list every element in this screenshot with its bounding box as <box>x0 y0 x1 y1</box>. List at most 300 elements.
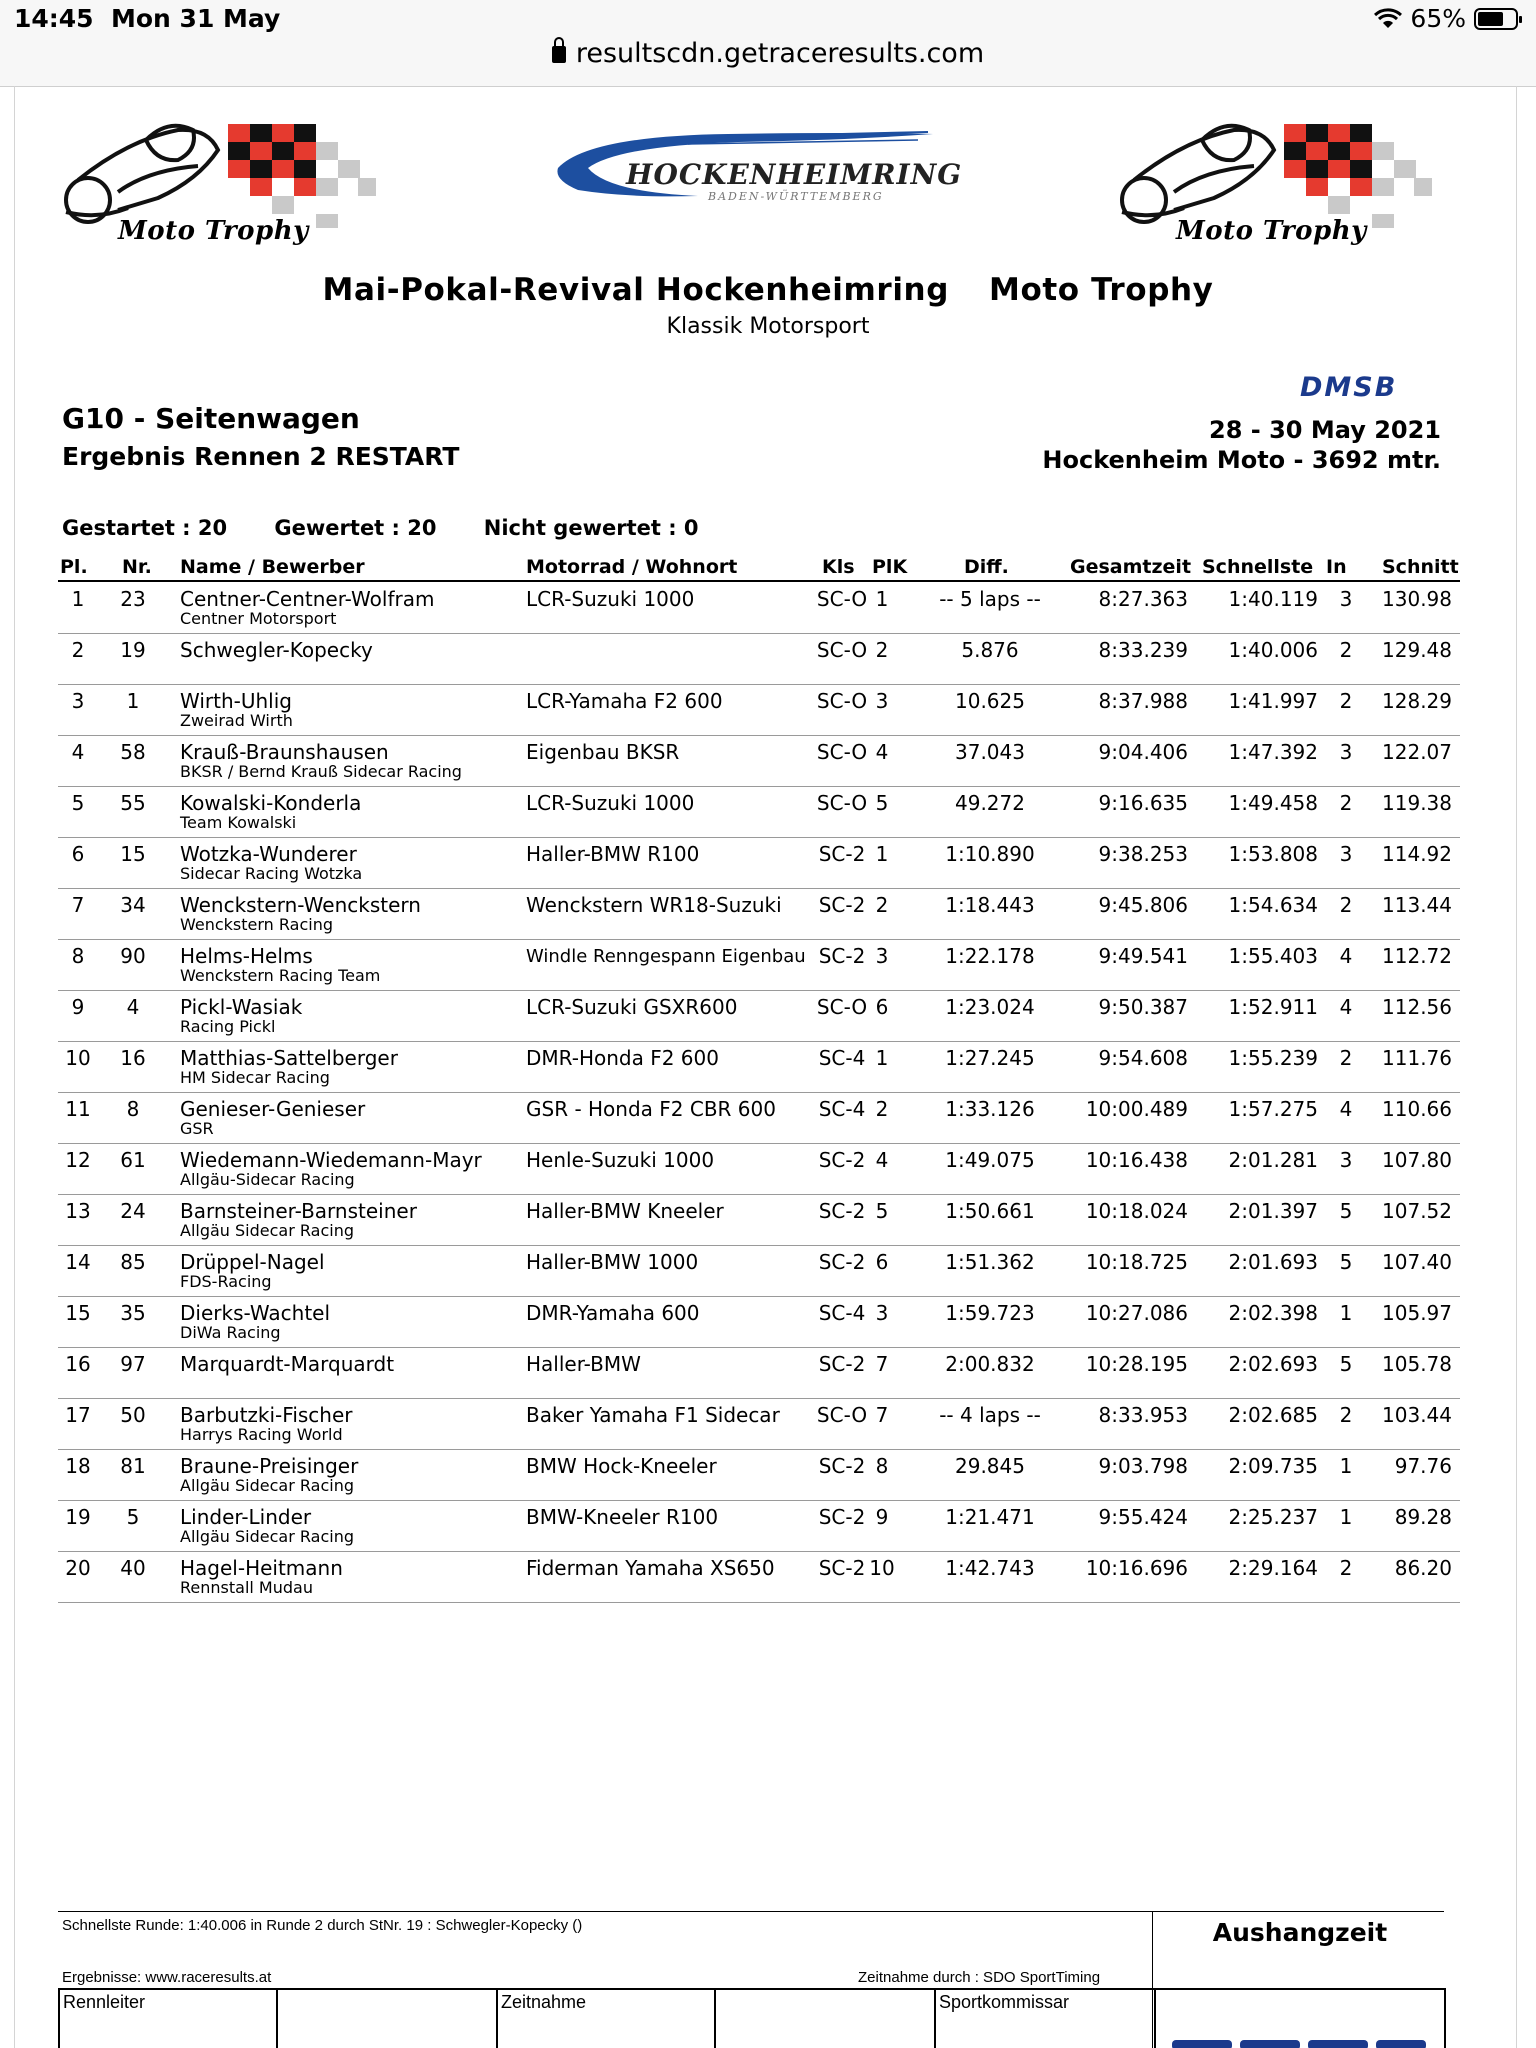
cell-pik: 6 <box>875 995 889 1019</box>
cell-name: Marquardt-Marquardt <box>180 1352 395 1376</box>
cell-total: 9:49.541 <box>1098 944 1188 968</box>
cell-name: Matthias-Sattelberger <box>180 1046 398 1070</box>
results-website: Ergebnisse: www.raceresults.at <box>62 1969 272 1986</box>
cell-name: Wotzka-Wunderer <box>180 842 357 866</box>
cell-total: 9:45.806 <box>1098 893 1188 917</box>
cell-bike: LCR-Suzuki 1000 <box>526 791 695 815</box>
cell-nr: 35 <box>120 1301 146 1325</box>
cell-nr: 5 <box>126 1505 140 1529</box>
table-row <box>58 1500 1460 1552</box>
dmsb-logo-bottom <box>1172 2036 1432 2048</box>
cell-in: 4 <box>1339 1097 1353 1121</box>
cell-pik: 9 <box>875 1505 889 1529</box>
moto-trophy-text-left: Moto Trophy <box>118 216 309 246</box>
footer-divider <box>58 1911 1444 1912</box>
cell-diff: 1:33.126 <box>945 1097 1035 1121</box>
cell-team: HM Sidecar Racing <box>180 1068 330 1087</box>
cell-pik: 6 <box>875 1250 889 1274</box>
header-in: In <box>1326 556 1347 578</box>
cell-pl: 18 <box>65 1454 91 1478</box>
cell-pik: 4 <box>875 740 889 764</box>
stat-classified: Gewertet : 20 <box>274 516 437 540</box>
race-class: G10 - Seitenwagen <box>62 402 360 435</box>
table-row <box>58 1092 1460 1144</box>
cell-in: 5 <box>1339 1352 1353 1376</box>
moto-trophy-logo-right <box>1114 120 1444 260</box>
table-row <box>58 735 1460 787</box>
table-row <box>58 1347 1460 1399</box>
table-row <box>58 1296 1460 1348</box>
header-avg: Schnitt <box>1382 556 1459 578</box>
event-title: Mai-Pokal-Revival Hockenheimring Moto Trophy <box>322 272 1214 308</box>
cell-team: DiWa Racing <box>180 1323 281 1342</box>
cell-pik: 5 <box>875 1199 889 1223</box>
cell-kls: SC-O <box>816 587 868 611</box>
event-subtitle: Klassik Motorsport <box>666 314 870 339</box>
table-row <box>58 939 1460 991</box>
battery-percent: 65% <box>1410 4 1466 33</box>
status-bar <box>0 0 1536 87</box>
cell-fastest: 1:57.275 <box>1228 1097 1318 1121</box>
cell-fastest: 1:55.239 <box>1228 1046 1318 1070</box>
header-bike: Motorrad / Wohnort <box>526 556 738 578</box>
cell-team: Allgäu Sidecar Racing <box>180 1527 354 1546</box>
cell-fastest: 1:53.808 <box>1228 842 1318 866</box>
cell-pl: 15 <box>65 1301 91 1325</box>
cell-in: 1 <box>1339 1301 1353 1325</box>
cell-avg: 105.78 <box>1382 1352 1452 1376</box>
cell-total: 9:04.406 <box>1098 740 1188 764</box>
header-fastest: Schnellste <box>1202 556 1314 578</box>
cell-total: 10:00.489 <box>1085 1097 1188 1121</box>
cell-avg: 112.56 <box>1382 995 1452 1019</box>
page-edge-left <box>14 86 15 2048</box>
cell-name: Schwegler-Kopecky <box>180 638 373 662</box>
cell-name: Pickl-Wasiak <box>180 995 303 1019</box>
event-dates: 28 - 30 May 2021 <box>1209 416 1441 444</box>
cell-kls: SC-O <box>816 791 868 815</box>
cell-pl: 6 <box>71 842 85 866</box>
cell-bike: BMW-Kneeler R100 <box>526 1505 719 1529</box>
table-row <box>58 1041 1460 1093</box>
cell-team: Allgäu-Sidecar Racing <box>180 1170 355 1189</box>
cell-team: Allgäu Sidecar Racing <box>180 1476 354 1495</box>
cell-team: Team Kowalski <box>180 813 297 832</box>
cell-total: 10:18.024 <box>1085 1199 1188 1223</box>
cell-kls: SC-O <box>816 995 868 1019</box>
cell-avg: 128.29 <box>1382 689 1452 713</box>
cell-total: 8:37.988 <box>1098 689 1188 713</box>
lock-icon <box>552 46 566 63</box>
cell-kls: SC-2 <box>818 842 866 866</box>
cell-name: Hagel-Heitmann <box>180 1556 343 1580</box>
cell-diff: 5.876 <box>961 638 1019 662</box>
cell-nr: 50 <box>120 1403 146 1427</box>
cell-nr: 55 <box>120 791 146 815</box>
cell-name: Braune-Preisinger <box>180 1454 359 1478</box>
cell-in: 2 <box>1339 791 1353 815</box>
cell-in: 2 <box>1339 689 1353 713</box>
table-row <box>58 1398 1460 1450</box>
header-kls: Kls <box>822 556 855 578</box>
cell-kls: SC-2 <box>818 1556 866 1580</box>
cell-diff: 29.845 <box>955 1454 1025 1478</box>
cell-fastest: 1:40.119 <box>1228 587 1318 611</box>
cell-diff: 10.625 <box>955 689 1025 713</box>
status-right <box>1374 4 1518 33</box>
signature-rennleiter: Rennleiter <box>58 1988 278 2048</box>
cell-pl: 12 <box>65 1148 91 1172</box>
cell-diff: 1:49.075 <box>945 1148 1035 1172</box>
cell-nr: 40 <box>120 1556 146 1580</box>
cell-total: 10:16.438 <box>1085 1148 1188 1172</box>
race-stats <box>62 516 739 540</box>
cell-pl: 17 <box>65 1403 91 1427</box>
cell-bike: LCR-Yamaha F2 600 <box>526 689 723 713</box>
cell-fastest: 2:01.397 <box>1228 1199 1318 1223</box>
cell-pik: 7 <box>875 1352 889 1376</box>
cell-pl: 3 <box>71 689 85 713</box>
address-bar[interactable] <box>0 38 1536 69</box>
cell-fastest: 1:47.392 <box>1228 740 1318 764</box>
cell-nr: 90 <box>120 944 146 968</box>
cell-team: Rennstall Mudau <box>180 1578 313 1597</box>
cell-pl: 8 <box>71 944 85 968</box>
cell-bike: Henle-Suzuki 1000 <box>526 1148 715 1172</box>
cell-total: 9:50.387 <box>1098 995 1188 1019</box>
cell-nr: 19 <box>120 638 146 662</box>
cell-avg: 107.80 <box>1382 1148 1452 1172</box>
dmsb-logo: DMSB <box>1300 372 1398 403</box>
cell-avg: 119.38 <box>1382 791 1452 815</box>
cell-diff: 2:00.832 <box>945 1352 1035 1376</box>
header-pl: Pl. <box>60 556 88 578</box>
table-row <box>58 684 1460 736</box>
cell-diff: 49.272 <box>955 791 1025 815</box>
cell-kls: SC-2 <box>818 1454 866 1478</box>
table-row <box>58 990 1460 1042</box>
cell-diff: 1:59.723 <box>945 1301 1035 1325</box>
cell-nr: 23 <box>120 587 146 611</box>
cell-kls: SC-O <box>816 740 868 764</box>
cell-avg: 122.07 <box>1382 740 1452 764</box>
cell-kls: SC-2 <box>818 1199 866 1223</box>
cell-name: Dierks-Wachtel <box>180 1301 331 1325</box>
header-nr: Nr. <box>122 556 152 578</box>
cell-kls: SC-O <box>816 638 868 662</box>
cell-name: Centner-Centner-Wolfram <box>180 587 435 611</box>
signature-sportkommissar: Sportkommissar <box>934 1988 1156 2048</box>
cell-team: Sidecar Racing Wotzka <box>180 864 363 883</box>
cell-in: 2 <box>1339 1556 1353 1580</box>
cell-in: 1 <box>1339 1454 1353 1478</box>
cell-pik: 8 <box>875 1454 889 1478</box>
cell-name: Linder-Linder <box>180 1505 312 1529</box>
cell-fastest: 2:02.685 <box>1228 1403 1318 1427</box>
cell-avg: 111.76 <box>1382 1046 1452 1070</box>
cell-nr: 97 <box>120 1352 146 1376</box>
cell-avg: 107.52 <box>1382 1199 1452 1223</box>
cell-pl: 16 <box>65 1352 91 1376</box>
cell-name: Wenckstern-Wenckstern <box>180 893 421 917</box>
cell-in: 1 <box>1339 1505 1353 1529</box>
table-row <box>58 633 1460 685</box>
cell-pl: 5 <box>71 791 85 815</box>
cell-team: Centner Motorsport <box>180 609 337 628</box>
cell-total: 10:16.696 <box>1085 1556 1188 1580</box>
cell-avg: 129.48 <box>1382 638 1452 662</box>
cell-pik: 3 <box>875 689 889 713</box>
moto-trophy-logo-left <box>58 120 388 260</box>
cell-kls: SC-2 <box>818 1148 866 1172</box>
cell-bike: Eigenbau BKSR <box>526 740 680 764</box>
cell-total: 9:54.608 <box>1098 1046 1188 1070</box>
hockenheimring-text: HOCKENHEIMRING <box>626 158 963 191</box>
cell-in: 3 <box>1339 842 1353 866</box>
cell-fastest: 2:09.735 <box>1228 1454 1318 1478</box>
signature-blank-1 <box>276 1988 498 2048</box>
cell-avg: 105.97 <box>1382 1301 1452 1325</box>
cell-team: Allgäu Sidecar Racing <box>180 1221 354 1240</box>
cell-pik: 1 <box>875 587 889 611</box>
table-row <box>58 888 1460 940</box>
cell-pl: 19 <box>65 1505 91 1529</box>
cell-total: 8:33.239 <box>1098 638 1188 662</box>
cell-in: 2 <box>1339 638 1353 662</box>
timing-provider: Zeitnahme durch : SDO SportTiming <box>858 1969 1101 1986</box>
cell-diff: 37.043 <box>955 740 1025 764</box>
cell-nr: 34 <box>120 893 146 917</box>
cell-nr: 85 <box>120 1250 146 1274</box>
cell-avg: 97.76 <box>1394 1454 1452 1478</box>
table-row <box>58 582 1460 634</box>
cell-kls: SC-O <box>816 1403 868 1427</box>
cell-nr: 1 <box>126 689 140 713</box>
signature-blank-2 <box>714 1988 936 2048</box>
cell-team: Wenckstern Racing <box>180 915 334 934</box>
wifi-icon <box>1374 8 1402 30</box>
cell-bike: Wenckstern WR18-Suzuki <box>526 893 782 917</box>
cell-name: Genieser-Genieser <box>180 1097 366 1121</box>
cell-nr: 8 <box>126 1097 140 1121</box>
cell-pik: 3 <box>875 1301 889 1325</box>
cell-fastest: 1:49.458 <box>1228 791 1318 815</box>
cell-name: Krauß-Braunshausen <box>180 740 389 764</box>
cell-in: 2 <box>1339 1046 1353 1070</box>
cell-total: 8:33.953 <box>1098 1403 1188 1427</box>
cell-total: 8:27.363 <box>1098 587 1188 611</box>
cell-pl: 13 <box>65 1199 91 1223</box>
cell-fastest: 1:52.911 <box>1228 995 1318 1019</box>
cell-diff: -- 4 laps -- <box>939 1403 1041 1427</box>
cell-team: Zweirad Wirth <box>180 711 293 730</box>
status-time: 14:45 Mon 31 May <box>14 4 281 33</box>
cell-diff: 1:18.443 <box>945 893 1035 917</box>
cell-pl: 2 <box>71 638 85 662</box>
cell-total: 9:03.798 <box>1098 1454 1188 1478</box>
cell-total: 9:55.424 <box>1098 1505 1188 1529</box>
cell-diff: 1:42.743 <box>945 1556 1035 1580</box>
cell-diff: -- 5 laps -- <box>939 587 1041 611</box>
aushang-label: Aushangzeit <box>1212 1918 1388 1947</box>
cell-fastest: 2:02.693 <box>1228 1352 1318 1376</box>
cell-kls: SC-2 <box>818 893 866 917</box>
cell-in: 4 <box>1339 944 1353 968</box>
cell-nr: 58 <box>120 740 146 764</box>
cell-total: 9:38.253 <box>1098 842 1188 866</box>
cell-avg: 113.44 <box>1382 893 1452 917</box>
cell-fastest: 2:01.693 <box>1228 1250 1318 1274</box>
stat-not-classified: Nicht gewertet : 0 <box>483 516 699 540</box>
fastest-lap-info: Schnellste Runde: 1:40.006 in Runde 2 durch StNr. 19 : Schwegler-Kopecky () <box>62 1917 583 1934</box>
table-row <box>58 1245 1460 1297</box>
cell-diff: 1:51.362 <box>945 1250 1035 1274</box>
cell-kls: SC-O <box>816 689 868 713</box>
cell-kls: SC-2 <box>818 1250 866 1274</box>
table-row <box>58 837 1460 889</box>
cell-in: 5 <box>1339 1199 1353 1223</box>
stat-started: Gestartet : 20 <box>62 516 228 540</box>
table-row <box>58 1551 1460 1603</box>
table-row <box>58 786 1460 838</box>
cell-total: 10:28.195 <box>1085 1352 1188 1376</box>
cell-total: 9:16.635 <box>1098 791 1188 815</box>
cell-pl: 10 <box>65 1046 91 1070</box>
cell-pik: 4 <box>875 1148 889 1172</box>
cell-name: Barnsteiner-Barnsteiner <box>180 1199 417 1223</box>
cell-pik: 10 <box>869 1556 895 1580</box>
cell-pik: 2 <box>875 893 889 917</box>
signature-zeitnahme: Zeitnahme <box>496 1988 716 2048</box>
cell-team: GSR <box>180 1119 214 1138</box>
cell-diff: 1:22.178 <box>945 944 1035 968</box>
header-total: Gesamtzeit <box>1070 556 1192 578</box>
battery-icon <box>1474 8 1518 30</box>
cell-in: 3 <box>1339 1148 1353 1172</box>
cell-nr: 61 <box>120 1148 146 1172</box>
cell-nr: 4 <box>126 995 140 1019</box>
page-edge-right <box>1516 86 1517 2048</box>
cell-name: Helms-Helms <box>180 944 313 968</box>
cell-fastest: 2:29.164 <box>1228 1556 1318 1580</box>
cell-diff: 1:27.245 <box>945 1046 1035 1070</box>
cell-diff: 1:50.661 <box>945 1199 1035 1223</box>
cell-bike: Baker Yamaha F1 Sidecar <box>526 1403 780 1427</box>
cell-bike: Fiderman Yamaha XS650 <box>526 1556 775 1580</box>
cell-avg: 130.98 <box>1382 587 1452 611</box>
cell-pik: 7 <box>875 1403 889 1427</box>
cell-fastest: 2:02.398 <box>1228 1301 1318 1325</box>
cell-pik: 1 <box>875 842 889 866</box>
cell-bike: LCR-Suzuki GSXR600 <box>526 995 738 1019</box>
cell-bike: Windle Renngespann Eigenbau <box>526 946 806 967</box>
cell-pl: 14 <box>65 1250 91 1274</box>
cell-in: 4 <box>1339 995 1353 1019</box>
cell-kls: SC-4 <box>818 1097 866 1121</box>
cell-diff: 1:23.024 <box>945 995 1035 1019</box>
cell-team: Harrys Racing World <box>180 1425 343 1444</box>
cell-fastest: 1:40.006 <box>1228 638 1318 662</box>
cell-nr: 24 <box>120 1199 146 1223</box>
cell-total: 10:27.086 <box>1085 1301 1188 1325</box>
cell-avg: 114.92 <box>1382 842 1452 866</box>
cell-nr: 81 <box>120 1454 146 1478</box>
cell-name: Barbutzki-Fischer <box>180 1403 353 1427</box>
cell-bike: Haller-BMW 1000 <box>526 1250 699 1274</box>
cell-pl: 4 <box>71 740 85 764</box>
cell-fastest: 1:55.403 <box>1228 944 1318 968</box>
header-diff: Diff. <box>964 556 1009 578</box>
cell-bike: Haller-BMW Kneeler <box>526 1199 724 1223</box>
cell-bike: LCR-Suzuki 1000 <box>526 587 695 611</box>
cell-pl: 9 <box>71 995 85 1019</box>
cell-bike: DMR-Honda F2 600 <box>526 1046 719 1070</box>
table-row <box>58 1449 1460 1501</box>
table-row <box>58 1194 1460 1246</box>
moto-trophy-text-right: Moto Trophy <box>1176 216 1367 246</box>
cell-kls: SC-2 <box>818 1352 866 1376</box>
cell-name: Drüppel-Nagel <box>180 1250 325 1274</box>
cell-in: 2 <box>1339 1403 1353 1427</box>
cell-diff: 1:21.471 <box>945 1505 1035 1529</box>
race-name: Ergebnis Rennen 2 RESTART <box>62 442 460 471</box>
cell-bike: BMW Hock-Kneeler <box>526 1454 717 1478</box>
cell-avg: 112.72 <box>1382 944 1452 968</box>
hockenheimring-subtext: BADEN-WÜRTTEMBERG <box>708 190 884 203</box>
event-venue: Hockenheim Moto - 3692 mtr. <box>1042 446 1441 474</box>
cell-fastest: 2:25.237 <box>1228 1505 1318 1529</box>
cell-in: 5 <box>1339 1250 1353 1274</box>
cell-in: 2 <box>1339 893 1353 917</box>
cell-pik: 3 <box>875 944 889 968</box>
cell-nr: 15 <box>120 842 146 866</box>
header-name: Name / Bewerber <box>180 556 365 578</box>
cell-team: Racing Pickl <box>180 1017 276 1036</box>
cell-team: Wenckstern Racing Team <box>180 966 381 985</box>
cell-nr: 16 <box>120 1046 146 1070</box>
cell-bike: Haller-BMW R100 <box>526 842 700 866</box>
cell-pl: 11 <box>65 1097 91 1121</box>
cell-pik: 5 <box>875 791 889 815</box>
cell-fastest: 2:01.281 <box>1228 1148 1318 1172</box>
cell-pik: 2 <box>875 638 889 662</box>
url-text: resultscdn.getraceresults.com <box>575 38 985 69</box>
cell-avg: 107.40 <box>1382 1250 1452 1274</box>
cell-pik: 2 <box>875 1097 889 1121</box>
cell-total: 10:18.725 <box>1085 1250 1188 1274</box>
table-row <box>58 1143 1460 1195</box>
cell-fastest: 1:54.634 <box>1228 893 1318 917</box>
cell-avg: 103.44 <box>1382 1403 1452 1427</box>
cell-name: Kowalski-Konderla <box>180 791 362 815</box>
cell-avg: 86.20 <box>1394 1556 1452 1580</box>
cell-in: 3 <box>1339 587 1353 611</box>
cell-in: 3 <box>1339 740 1353 764</box>
cell-pl: 20 <box>65 1556 91 1580</box>
cell-kls: SC-4 <box>818 1046 866 1070</box>
cell-pl: 7 <box>71 893 85 917</box>
header-pik: PlK <box>872 556 908 578</box>
cell-kls: SC-4 <box>818 1301 866 1325</box>
cell-bike: Haller-BMW <box>526 1352 641 1376</box>
cell-kls: SC-2 <box>818 944 866 968</box>
cell-kls: SC-2 <box>818 1505 866 1529</box>
cell-avg: 110.66 <box>1382 1097 1452 1121</box>
cell-fastest: 1:41.997 <box>1228 689 1318 713</box>
cell-bike: GSR - Honda F2 CBR 600 <box>526 1097 776 1121</box>
cell-name: Wiedemann-Wiedemann-Mayr <box>180 1148 482 1172</box>
cell-bike: DMR-Yamaha 600 <box>526 1301 700 1325</box>
